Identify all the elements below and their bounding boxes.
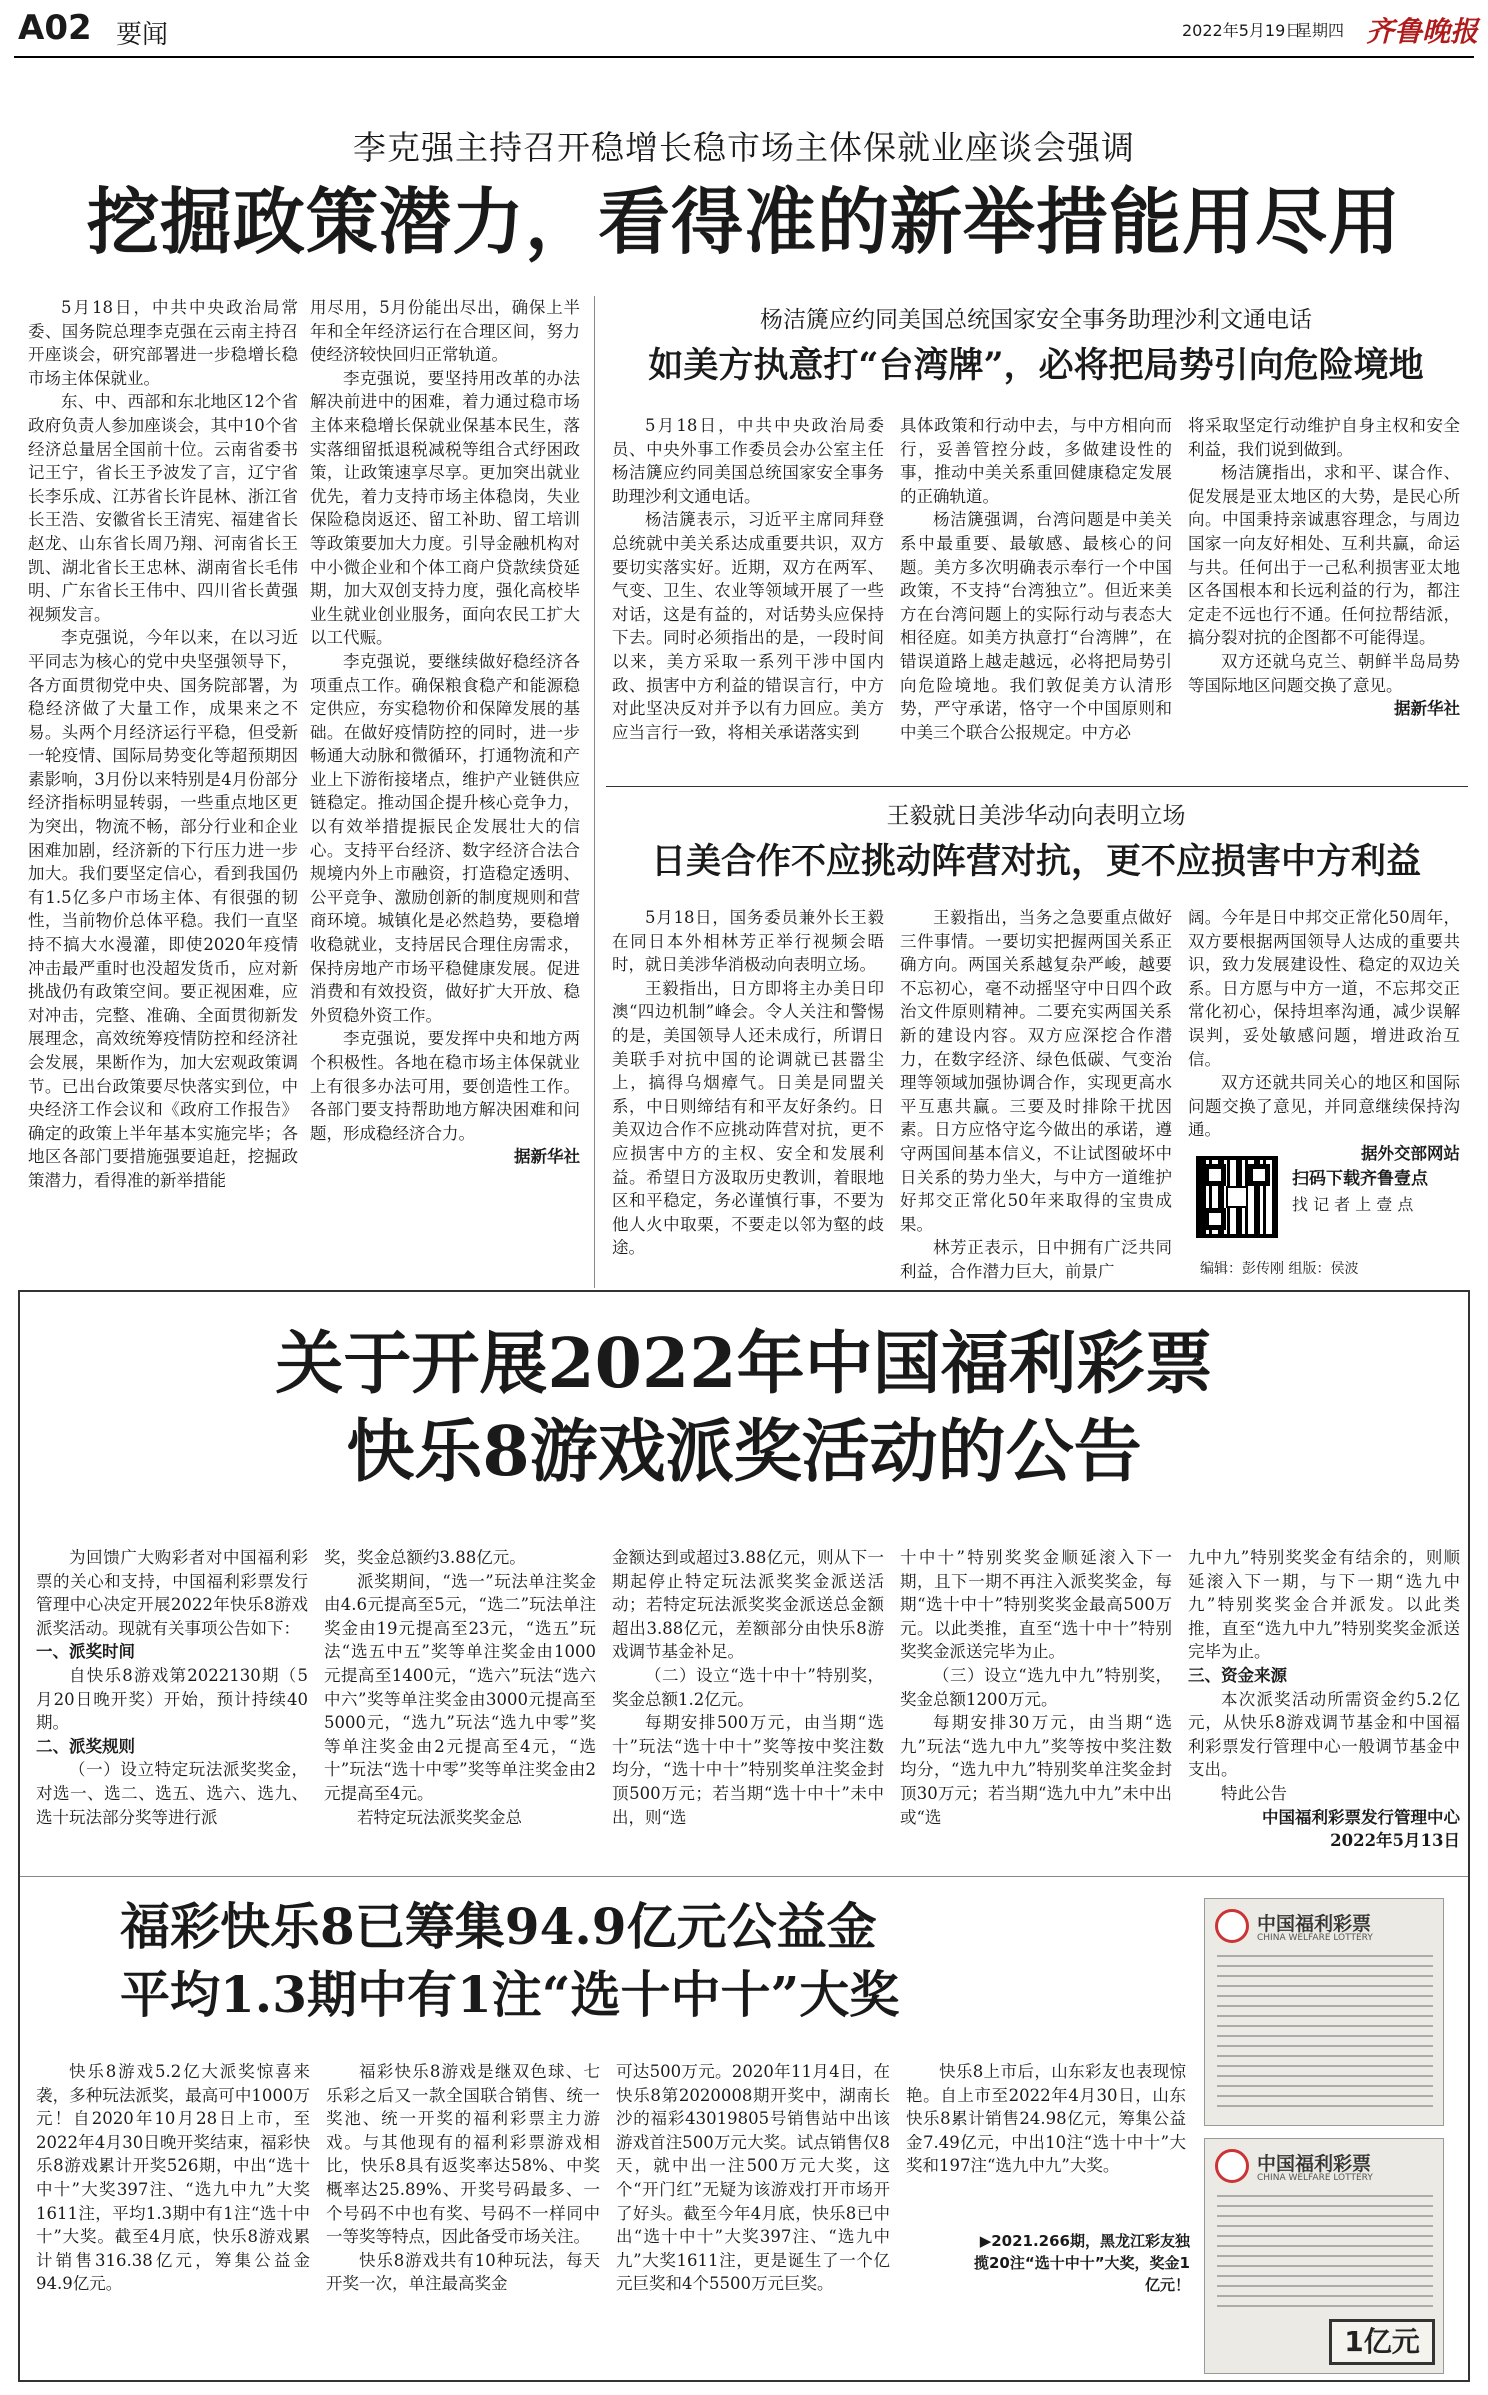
paragraph: 杨洁篪指出，求和平、谋合作、促发展是亚太地区的大势，是民心所向。中国秉持亲诚惠容理念，与周边国家一向友好相处、互利共赢，命运与共。任何出于一己私利损害亚太地区各国根本和长远利益的行为，都注定走不远也行不通。任何拉帮结派，搞分裂对抗的企图都不可能得逞。 [1188,463,1460,648]
article5-title-line1: 福彩快乐8已筹集94.9亿元公益金 [120,1897,877,1956]
article1-column-2 [310,296,580,1296]
paragraph: 自快乐8游戏第2022130期（5月20日晚开奖）开始，预计持续40期。 [36,1665,308,1733]
paragraph: 双方还就共同关心的地区和国际问题交换了意见，并同意继续保持沟通。 [1188,1073,1460,1140]
qr-logo-icon [1226,1186,1248,1208]
article2-kicker: 杨洁篪应约同美国总统国家安全事务助理沙利文通电话 [760,307,1312,333]
paragraph: 将采取坚定行动维护自身主权和安全利益，我们说到做到。 [1188,416,1460,459]
page-header [0,0,1488,54]
paragraph: 若特定玩法派奖奖金总 [357,1807,522,1827]
article3-kicker: 王毅就日美涉华动向表明立场 [886,803,1186,829]
paragraph: 快乐8上市后，山东彩友也表现惊艳。自上市至2022年4月30日，山东快乐8累计销售24.98亿元，筹集公益金7.49亿元，中出10注“选十中十”大奖和197注“选九中九”大奖。 [906,2062,1186,2176]
paragraph: 东、中、西部和东北地区12个省政府负责人参加座谈会，其中10个省经济总量居全国前十位。云南省委书记王宁，省长王予波发了言，辽宁省长李乐成、江苏省长许昆林、浙江省长王浩、安徽省长王清宪、福建省长赵龙、山东省长周乃翔、河南省长王凯、湖北省长王忠林、湖南省长毛伟明、广东省长王伟中、四川省长黄强视频发言。 [28,392,298,624]
paragraph: 杨洁篪强调，台湾问题是中美关系中最重要、最敏感、最核心的问题。美方多次明确表示奉行一个中国政策，不支持“台湾独立”。但近来美方在台湾问题上的实际行动与表态大相径庭。如美方执意打“台湾牌”，在错误道路上越走越远，必将把局势引向危险境地。我们敦促美方认清形势，严守承诺，恪守一个中国原则和中美三个联合公报规定。中方必 [900,510,1172,742]
paragraph: 杨洁篪表示，习近平主席同拜登总统就中美关系达成重要共识，双方要切实落实好。近期，双方在两军、气变、卫生、农业等领域开展了一些对话，这是有益的，对话势头应保持下去。同时必须指出的是，一段时间以来，美方采取一系列干涉中国内政、损害中方利益的错误言行，中方对此坚决反对并予以有力回应。美方应当言行一致，将相关承诺落实到 [612,510,884,742]
article2-column-1 [612,414,884,778]
paragraph: 李克强说，要坚持用改革的办法解决前进中的困难，着力通过稳市场主体来稳增长保就业保基本民生，落实落细留抵退税减税等组合式纾困政策，让政策速享尽享。更加突出就业优先，着力支持市场主体稳岗，失业保险稳岗返还、留工补助、留工培训等政策要加大力度。引导金融机构对中小微企业和个体工商户贷款续贷延期，加大双创支持力度，强化高校毕业生就业创业服务，面向农民工扩大以工代赈。 [310,368,580,648]
paragraph: 阔。今年是日中邦交正常化50周年，双方要根据两国领导人达成的重要共识，致力发展建设性、稳定的双边关系。日方愿与中方一道，不忘邦交正常化初心，保持坦率沟通，减少误解误判，妥处敏感问题，增进政治互信。 [1188,908,1460,1069]
paragraph: 可达500万元。2020年11月4日，在快乐8第2020008期开奖中，湖南长沙的福彩43019805号销售站中出该游戏首注500万元大奖。试点销售仅8天，就中出一注500万元大奖，这个“开门红”无疑为该游戏打开市场开了好头。截至今年4月底，快乐8已中出“选十中十”大奖397注、“选九中九”大奖1611注，更是诞生了一个亿元巨奖和4个5500万元巨奖。 [616,2062,890,2294]
issue-weekday: 星期四 [1296,21,1345,40]
article3-column-3 [1188,906,1460,1163]
ticket-brand: 中国福利彩票 [1257,2153,1372,2175]
paragraph: 为回馈广大购彩者对中国福利彩票的关心和支持，中国福利彩票发行管理中心决定开展2022年快乐8游戏派奖活动。现就有关事项公告如下： [36,1548,308,1638]
paragraph: 双方还就乌克兰、朝鲜半岛局势等国际地区问题交换了意见。 [1188,651,1460,695]
section-divider [606,786,1468,787]
ticket-brand-en: CHINA WELFARE LOTTERY [1257,2173,1373,2183]
ticket-brand-en: CHINA WELFARE LOTTERY [1257,1933,1373,1943]
paragraph: 王毅指出，当务之急要重点做好三件事情。一要切实把握两国关系正确方向。两国关系越复杂严峻，越要不忘初心，毫不动摇坚守中日四个政治文件原则精神。二要充实两国关系新的建设内容。双方应深挖合作潜力，在数字经济、绿色低碳、气变治理等领域加强协调合作，实现更高水平互惠共赢。三要及时排除干扰因素。日方应恪守迄今做出的承诺，遵守两国间基本信义，不让试图破坏中日关系的势力坐大，与中方一道维护好邦交正常化50年来取得的宝贵成果。 [900,908,1172,1234]
paragraph: 5月18日，中共中央政治局常委、国务院总理李克强在云南主持召开座谈会，研究部署进一步稳增长稳市场主体保就业。 [28,298,298,388]
article5-column-4 [906,2060,1186,2220]
paragraph: 李克强说，今年以来，在以习近平同志为核心的党中央坚强领导下，各方面贯彻党中央、国务院部署，为稳经济做了大量工作，成果来之不易。头两个月经济运行平稳，但受新一轮疫情、国际局势变化等超预期因素影响，3月份以来特别是4月份部分经济指标明显转弱，一些重点地区更为突出，物流不畅，部分行业和企业困难加剧，经济新的下行压力进一步加大。我们要坚定信心，看到我国仍有1.5亿多户市场主体、有很强的韧性，当前物价总体平稳。我们一直坚持不搞大水漫灌，即使2020年疫情冲击最严重时也没超发货币，应对新挑战仍有政策空间。要正视困难，应对冲击，完整、准确、全面贯彻新发展理念，高效统筹疫情防控和经济社会发展，果断作为，加大宏观政策调节。已出台政策要尽快落实到位，中央经济工作会议和《政府工作报告》确定的政策上半年基本实施完毕；各地区各部门要措施强要追赶，挖掘政策潜力，看得准的新举措能 [28,628,298,1190]
paragraph: 本次派奖活动所需资金约5.2亿元，从快乐8游戏调节基金和中国福利彩票发行管理中心一般调节基金中支出。 [1188,1689,1460,1780]
article3-column-1 [612,906,884,1280]
qr-label: 扫码下载齐鲁壹点 [1292,1169,1428,1189]
paragraph: 奖，奖金总额约3.88亿元。 [324,1548,526,1567]
article3-title: 日美合作不应挑动阵营对抗，更不应损害中方利益 [650,841,1421,882]
lottery-ticket-image [1204,2138,1444,2374]
prize-stamp: 1亿元 [1329,2319,1435,2365]
paragraph: 福彩快乐8游戏是继双色球、七乐彩之后又一款全国联合销售、统一奖池、统一开奖的福利彩票主力游戏。与其他现有的福利彩票游戏相比，快乐8具有返奖率达58%、中奖概率达25.89%、开奖号码最多、一个号码不中也有奖、号码不一样同中一等奖等特点，因此备受市场关注。 [326,2062,600,2247]
article2-column-2 [900,414,1172,778]
paragraph: 派奖期间，“选一”玩法单注奖金由4.6元提高至5元，“选二”玩法单注奖金由19元提高至23元，“选五”玩法“选五中五”奖等单注奖金由1000元提高至1400元，“选六”玩法“选六中六”奖等单注奖金由3000元提高至5000元，“选九”玩法“选九中零”奖等单注奖金由2元提高至4元，“选十”玩法“选十中零”奖等单注奖金由2元提高至4元。 [324,1571,596,1803]
lottery-ticket-image [1204,1898,1444,2126]
article4-column-3 [612,1546,884,1858]
article5-column-1 [36,2060,310,2372]
article1-signature: 据新华社 [514,1147,580,1167]
paragraph: 李克强说，要发挥中央和地方两个积极性。各地在稳市场主体保就业上有很多办法可用，要创造性工作。各部门要支持帮助地方解决困难和问题，形成稳经济合力。 [310,1029,580,1143]
article2-title: 如美方执意打“台湾牌”，必将把局势引向危险境地 [648,345,1424,386]
issue-date: 2022年5月19日 [1182,21,1302,40]
paragraph: 每期安排30万元，由当期“选九”玩法“选九中九”奖等按中奖注数均分，“选九中九”特别奖单注奖金封顶30万元；若当期“选九中九”未中出或“选 [900,1713,1172,1827]
article1-column-1 [28,296,298,1296]
ticket-brand: 中国福利彩票 [1257,1913,1372,1935]
ticket-print [1217,2195,1433,2315]
article4-title-line1: 关于开展2022年中国福利彩票 [275,1324,1213,1404]
qr-finder-icon [1204,1208,1226,1230]
article4-title-line2: 快乐8游戏派奖活动的公告 [346,1412,1142,1492]
header-rule [14,56,1474,58]
issue-date: 2022年5月13日 [1330,1831,1460,1851]
ticket-print [1217,1955,1433,2115]
article1-kicker: 李克强主持召开稳增长稳市场主体保就业座谈会强调 [353,128,1135,167]
paragraph: 王毅指出，日方即将主办美日印澳“四边机制”峰会。令人关注和警惕的是，美国领导人还未成行，所谓日美联手对抗中国的论调就已甚嚣尘上，搞得乌烟瘴气。日美是同盟关系，中日则缔结有和平友好条约。日美双边合作不应挑动阵营对抗，更不应损害中方的主权、安全和发展利益。希望日方汲取历史教训，着眼地区和平稳定，务必谨慎行事，不要为他人火中取栗，不要走以邻为壑的歧途。 [612,978,884,1258]
paragraph: 5月18日，国务委员兼外长王毅在同日本外相林芳正举行视频会晤时，就日美涉华消极动向表明立场。 [612,908,884,975]
article5-column-3 [616,2060,890,2372]
article4-column-1 [36,1546,308,1858]
paragraph: 5月18日，中共中央政治局委员、中央外事工作委员会办公室主任杨洁篪应约同美国总统国家安全事务助理沙利文通电话。 [612,416,884,506]
paragraph: 快乐8游戏5.2亿大派奖惊喜来袭，多种玩法派奖，最高可中1000万元！自2020年10月28日上市，至2022年4月30日晚开奖结束，福彩快乐8游戏累计开奖526期，中出“选十中十”大奖397注、“选九中九”大奖1611注，平均1.3期中有1注“选十中十”大奖。截至4月底，快乐8游戏累计销售316.38亿元，筹集公益金94.9亿元。 [36,2062,310,2294]
section-heading: 二、派奖规则 [36,1736,135,1756]
section-name: 要闻 [116,20,169,50]
paragraph: 九中九”特别奖奖金有结余的，则顺延滚入下一期，与下一期“选九中九”特别奖奖金合并派发。以此类推，直至“选九中九”特别奖奖金派送完毕为止。 [1188,1548,1460,1662]
paragraph: 特此公告 [1221,1783,1287,1803]
ticket-caption: ▶2021.266期，黑龙江彩友独揽20注“选十中十”大奖，奖金1亿元！ [973,2232,1190,2294]
article5-title-line2: 平均1.3期中有1注“选十中十”大奖 [120,1965,900,2024]
paragraph: （二）设立“选十中十”特别奖，奖金总额1.2亿元。 [612,1665,884,1709]
qr-finder-icon [1204,1164,1226,1186]
article2-signature: 据新华社 [1394,699,1460,719]
article1-title: 挖掘政策潜力，看得准的新举措能用尽用 [86,179,1401,264]
paragraph: 林芳正表示，日中拥有广泛共同利益，合作潜力巨大，前景广 [900,1238,1172,1281]
qr-finder-icon [1248,1164,1270,1186]
paragraph: （一）设立特定玩法派奖奖金，对选一、选二、选五、选六、选九、选十玩法部分奖等进行派 [36,1760,308,1827]
welfare-logo-icon [1215,2149,1249,2183]
section-divider [20,1876,1468,1877]
welfare-logo-icon [1215,1909,1249,1943]
article5-column-2 [326,2060,600,2372]
article2-column-3 [1188,414,1460,778]
article3-column-2 [900,906,1172,1280]
paragraph: 李克强说，要继续做好稳经济各项重点工作。确保粮食稳产和能源稳定供应，夯实稳物价和保障发展的基础。在做好疫情防控的同时，进一步畅通大动脉和微循环，打通物流和产业上下游衔接堵点，维护产业链供应链稳定。推动国企提升核心竞争力，以有效举措提振民企发展壮大的信心。支持平台经济、数字经济合法合规境内外上市融资，打造稳定透明、公平竞争、激励创新的制度规则和营商环境。城镇化是必然趋势，要稳增收稳就业，支持居民合理住房需求，保持房地产市场平稳健康发展。促进消费和有效投资，做好扩大开放、稳外贸稳外资工作。 [310,651,580,1025]
qr-subtitle: 找 记 者 上 壹 点 [1292,1195,1414,1214]
article4-column-4 [900,1546,1172,1858]
article3-signature: 据外交部网站 [1361,1143,1460,1163]
paragraph: 用尽用，5月份能出尽出，确保上半年和全年经济运行在合理区间，努力使经济较快回归正常轨道。 [310,298,580,365]
qr-code[interactable] [1196,1156,1278,1238]
article4-column-5 [1188,1546,1460,1858]
editor-credit: 编辑：彭传刚 组版：侯波 [1200,1261,1359,1277]
issuer: 中国福利彩票发行管理中心 [1262,1807,1460,1827]
paragraph: 十中十”特别奖奖金顺延滚入下一期，且下一期不再注入派奖奖金，每期“选十中十”特别奖奖金最高500万元。以此类推，直至“选十中十”特别奖奖金派送完毕为止。 [900,1548,1172,1662]
section-code: A02 [18,8,92,48]
column-divider [594,296,595,1288]
paper-logo: 齐鲁晚报 [1366,15,1479,48]
section-heading: 三、资金来源 [1188,1665,1287,1685]
paragraph: 具体政策和行动中去，与中方相向而行，妥善管控分歧，多做建设性的事，推动中美关系重回健康稳定发展的正确轨道。 [900,416,1172,506]
article4-column-2 [324,1546,596,1858]
paragraph: （三）设立“选九中九”特别奖，奖金总额1200万元。 [900,1665,1172,1709]
paragraph: 每期安排500万元，由当期“选十”玩法“选十中十”奖等按中奖注数均分，“选十中十”特别奖单注奖金封顶500万元；若当期“选十中十”未中出，则“选 [612,1713,884,1827]
paragraph: 快乐8游戏共有10种玩法，每天开奖一次，单注最高奖金 [326,2250,600,2294]
paragraph: 金额达到或超过3.88亿元，则从下一期起停止特定玩法派奖奖金派送活动；若特定玩法派奖奖金派送总金额超出3.88亿元，差额部分由快乐8游戏调节基金补足。 [612,1548,884,1662]
section-heading: 一、派奖时间 [36,1642,135,1662]
